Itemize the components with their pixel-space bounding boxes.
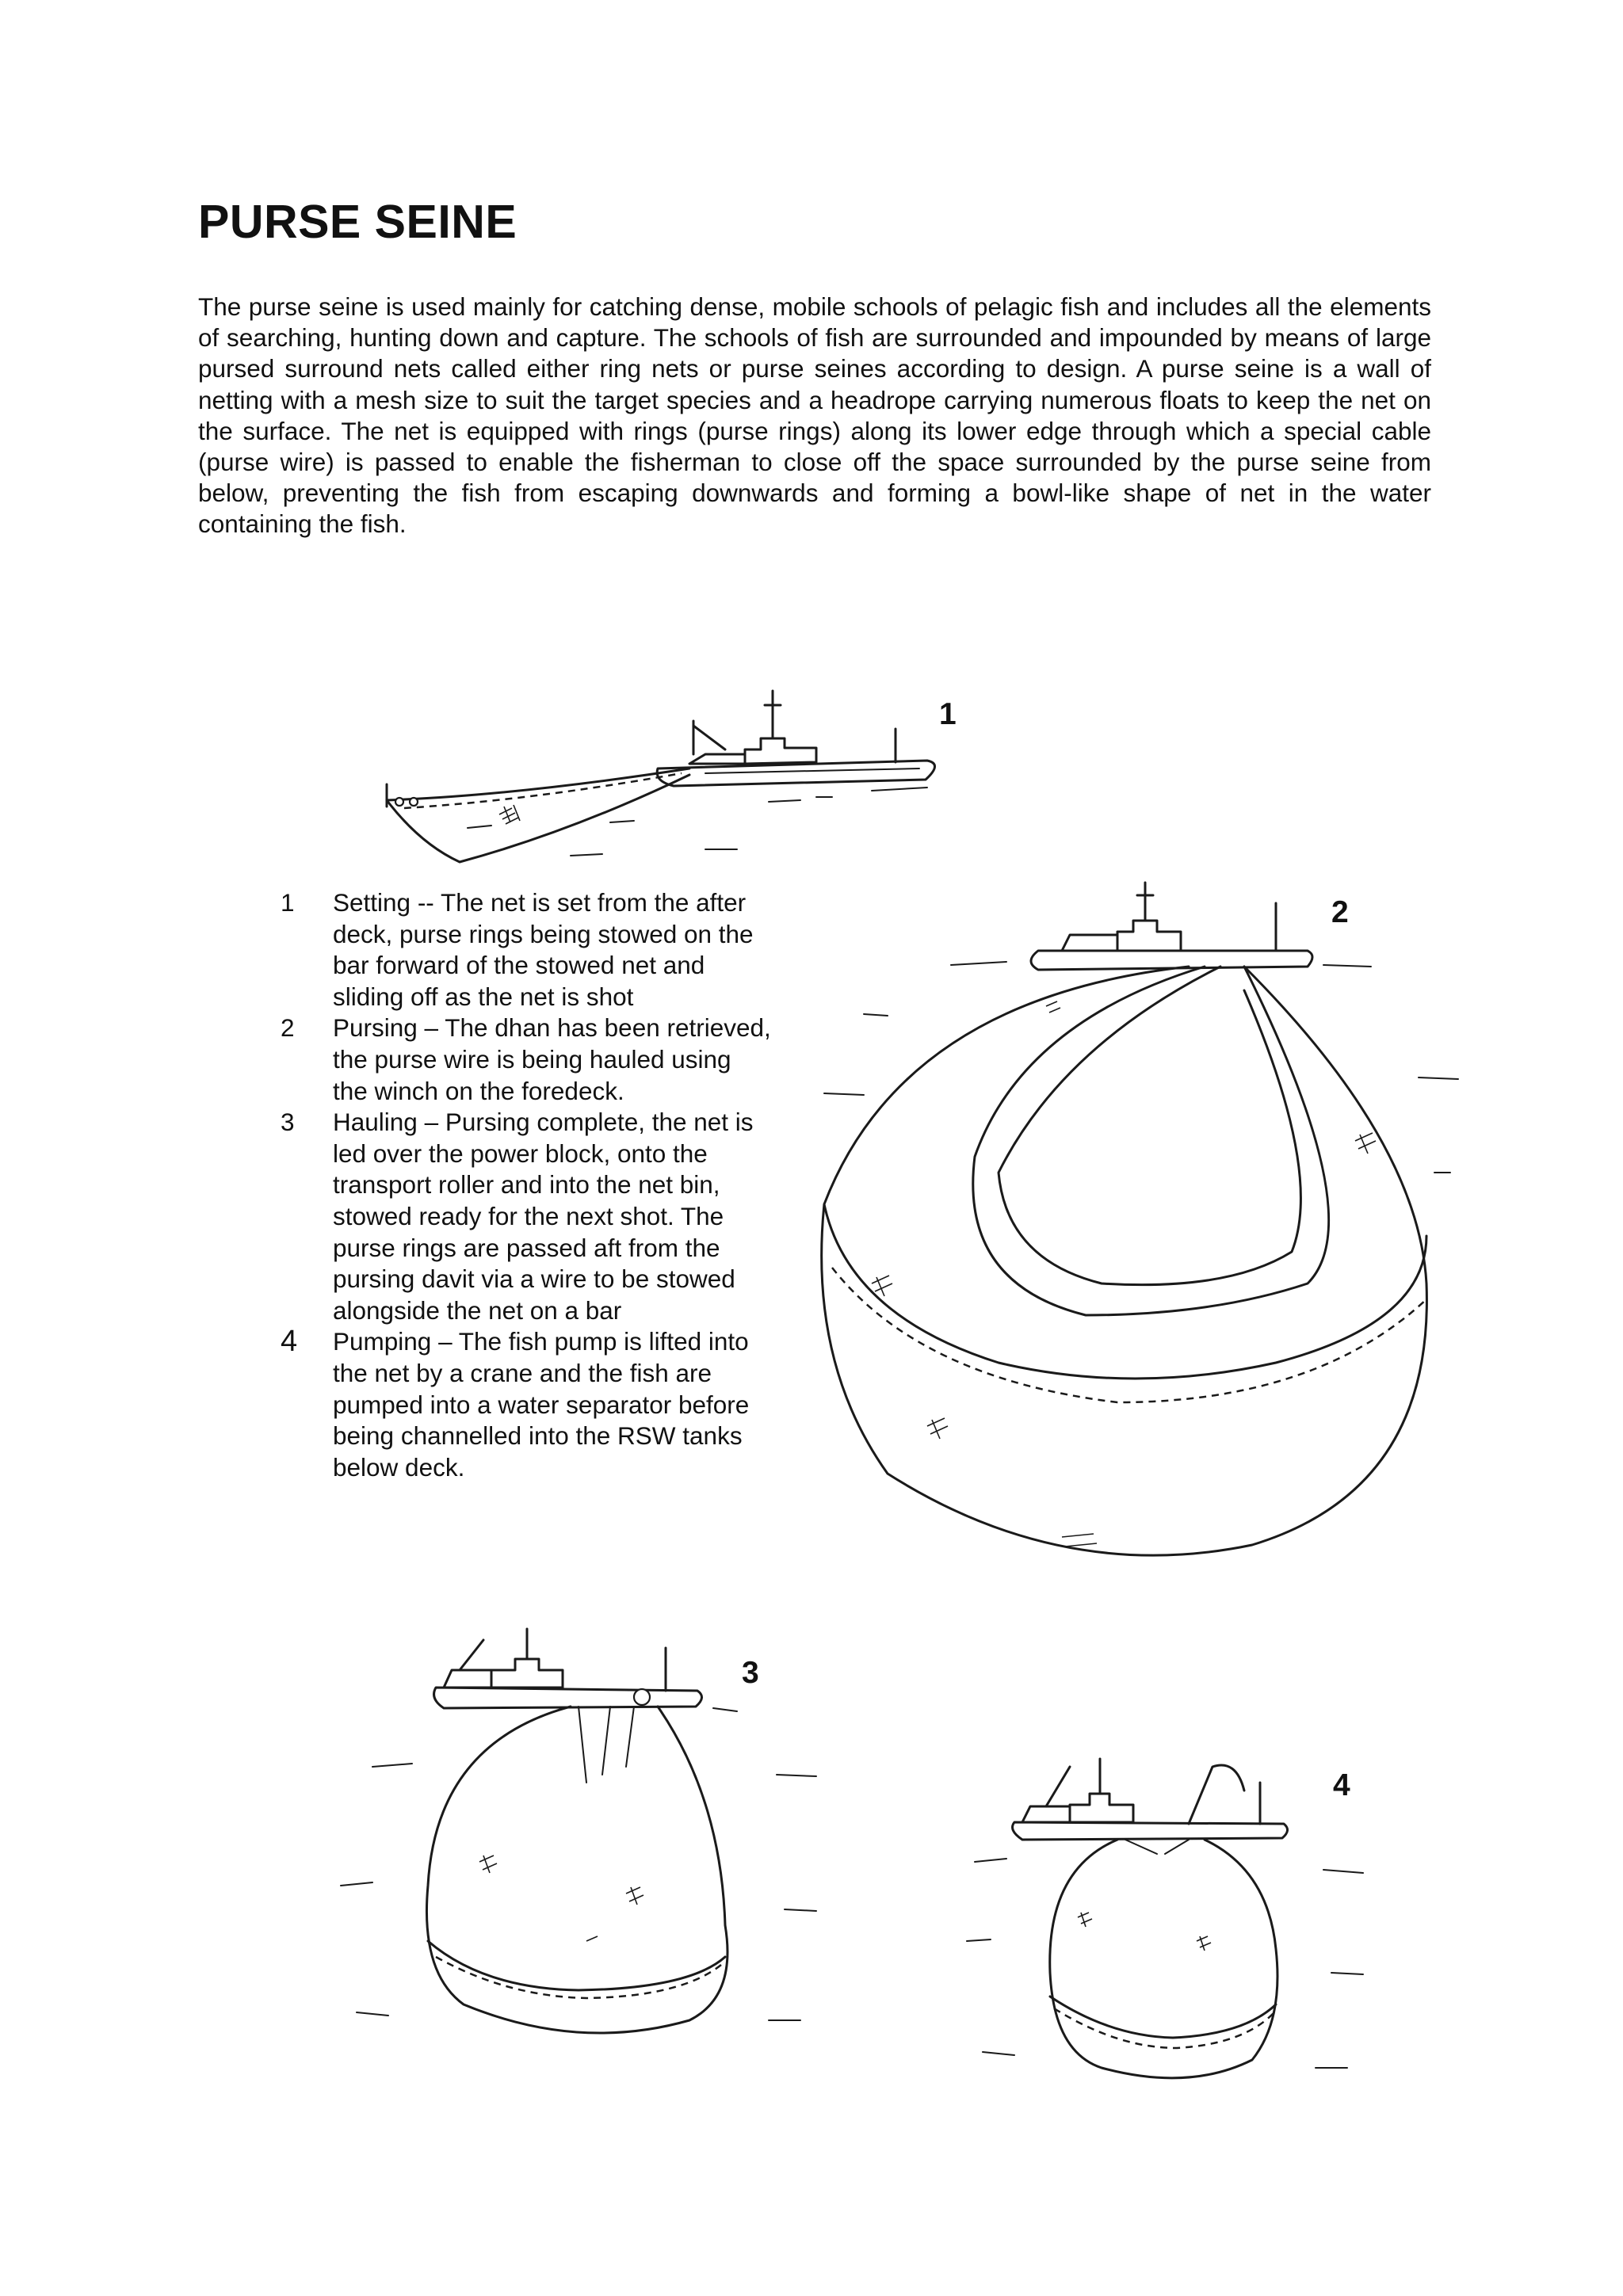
figure-1-setting-illustration — [372, 681, 1038, 879]
list-item — [281, 1013, 772, 1107]
step-number: 1 — [281, 888, 295, 917]
sea-surface-lines — [468, 788, 927, 856]
figure-2-pursing-illustration — [800, 871, 1482, 1585]
step-text: Hauling – Pursing complete, the net is led over the power block, onto the transport roller and into the net bin, stowed ready for the next shot. The purse rings are passed aft from the pursing davit via a wire to be stowed alongside the net on a bar — [333, 1108, 754, 1325]
intro-paragraph: The purse seine is used mainly for catching dense, mobile schools of pelagic fish and includes all the elements of searching, hunting down and capture. The schools of fish are surrounded and impounded by means of large pursed surround nets called either ring nets or purse seines according to design. A purse seine is a wall of netting with a mesh size to suit the target species and a headrope carrying numerous floats to keep the net on the surface. The net is equipped with rings (purse rings) along its lower edge through which a special cable (purse wire) is passed to enable the fisherman to close off the space surrounded by the purse seine from below, preventing the fish from escaping downwards and forming a bowl-like shape of net in the water containing the fish. — [198, 292, 1431, 539]
steps-list — [281, 887, 772, 1483]
step-number: 4 — [281, 1325, 298, 1359]
figure-4-pumping-illustration — [951, 1735, 1395, 2107]
step-text: Setting -- The net is set from the after deck, purse rings being stowed on the bar forward of the stowed net and sliding off as the net is shot — [333, 888, 754, 1011]
page-title: PURSE SEINE — [198, 196, 517, 248]
purse-seiner-vessel-icon — [1013, 1759, 1288, 1840]
purse-seiner-vessel-icon — [1031, 883, 1312, 970]
net-illustration-icon — [1050, 1840, 1277, 2078]
list-item — [281, 887, 772, 1013]
net-illustration-icon — [426, 1707, 727, 2033]
net-illustration-icon — [822, 967, 1427, 1555]
sea-surface-lines — [341, 1708, 816, 2020]
purse-seiner-vessel-icon — [657, 691, 934, 786]
figure-number-4: 4 — [1333, 1768, 1350, 1802]
figure-number-1: 1 — [939, 697, 957, 731]
step-number: 3 — [281, 1108, 295, 1137]
step-text: Pumping – The fish pump is lifted into the net by a crane and the fish are pumped into a water separator before being channelled into the RSW tanks below deck. — [333, 1327, 750, 1482]
figure-3-hauling-illustration — [325, 1624, 832, 2107]
list-item — [281, 1326, 772, 1483]
list-item — [281, 1107, 772, 1326]
purse-seiner-vessel-icon — [434, 1629, 702, 1708]
figure-number-2: 2 — [1331, 895, 1349, 929]
net-illustration-icon — [387, 769, 689, 862]
step-number: 2 — [281, 1013, 295, 1043]
figure-number-3: 3 — [742, 1656, 759, 1690]
step-text: Pursing – The dhan has been retrieved, the purse wire is being hauled using the winch on the foredeck. — [333, 1013, 771, 1105]
